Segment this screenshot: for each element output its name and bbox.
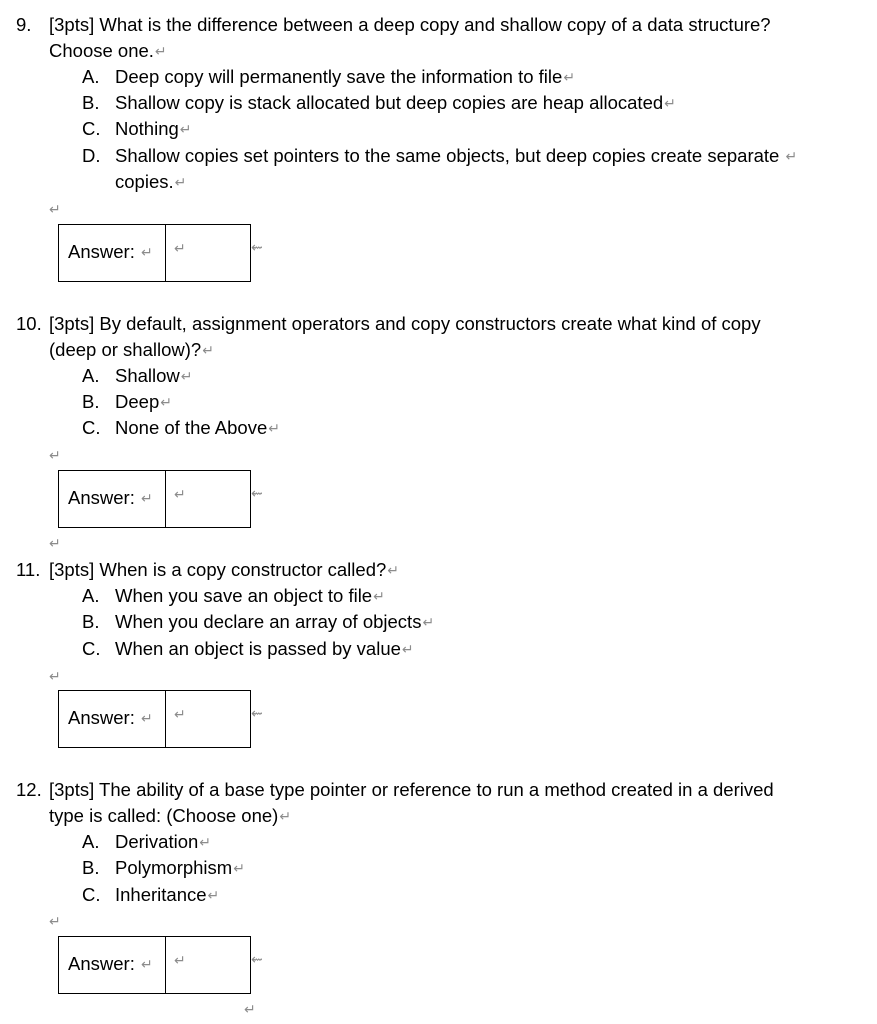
row-end-mark-icon: ⇜ bbox=[251, 239, 263, 255]
paragraph-mark-icon: ↵ bbox=[174, 706, 186, 722]
answer-label: Answer: bbox=[68, 241, 135, 262]
question-9-option-d bbox=[82, 143, 798, 169]
question-10-option-a bbox=[82, 363, 193, 389]
paragraph-mark-icon: ↵ bbox=[49, 913, 61, 929]
paragraph-mark-icon: ↵ bbox=[179, 121, 192, 137]
question-9-option-b bbox=[82, 90, 676, 116]
option-text: Nothing bbox=[115, 118, 179, 139]
paragraph-mark-icon: ↵ bbox=[174, 486, 186, 502]
paragraph-mark-icon: ↵ bbox=[140, 710, 153, 726]
option-text: Inheritance bbox=[115, 884, 207, 905]
question-10-option-b bbox=[82, 389, 172, 415]
question-number: 12. bbox=[16, 779, 42, 800]
question-11-answer-table bbox=[58, 690, 251, 748]
question-stem-text: [3pts] The ability of a base type pointer or reference to run a method created in a derived bbox=[49, 779, 774, 800]
option-letter: B. bbox=[82, 611, 100, 632]
question-10-stem-line-2 bbox=[49, 337, 214, 363]
question-9-option-a bbox=[82, 64, 576, 90]
question-stem-text: [3pts] What is the difference between a deep copy and shallow copy of a data structure? bbox=[49, 14, 771, 35]
option-text: Shallow copy is stack allocated but deep copies are heap allocated bbox=[115, 92, 664, 113]
row-end-mark-icon: ⇜ bbox=[251, 951, 263, 967]
question-stem-text: (deep or shallow)? bbox=[49, 339, 202, 360]
option-text: Deep copy will permanently save the information to file bbox=[115, 66, 563, 87]
question-12-answer-table bbox=[58, 936, 251, 994]
paragraph-mark-icon: ↵ bbox=[174, 174, 187, 190]
paragraph-mark-icon: ↵ bbox=[785, 148, 798, 164]
question-stem-text: [3pts] By default, assignment operators and copy constructors create what kind of copy bbox=[49, 313, 761, 334]
question-11-option-c bbox=[82, 636, 414, 662]
option-text: Polymorphism bbox=[115, 857, 233, 878]
answer-input-cell[interactable] bbox=[166, 937, 249, 993]
option-text: Shallow bbox=[115, 365, 180, 386]
question-10-option-c bbox=[82, 415, 280, 441]
question-9-stem-line-2 bbox=[49, 38, 167, 64]
question-12-stem-line-2 bbox=[49, 803, 291, 829]
paragraph-mark-icon: ↵ bbox=[140, 956, 153, 972]
paragraph-mark-icon: ↵ bbox=[49, 535, 61, 551]
option-letter: C. bbox=[82, 884, 101, 905]
paragraph-mark-icon: ↵ bbox=[233, 860, 245, 876]
paragraph-mark-icon: ↵ bbox=[49, 668, 61, 684]
question-number: 10. bbox=[16, 313, 42, 334]
paragraph-mark-icon: ↵ bbox=[199, 834, 212, 850]
question-10-stem-line-1 bbox=[16, 311, 761, 337]
question-9-option-c bbox=[82, 116, 192, 142]
paragraph-mark-icon: ↵ bbox=[140, 490, 153, 506]
option-text: Derivation bbox=[115, 831, 199, 852]
question-number: 9. bbox=[16, 14, 32, 35]
row-end-mark-icon: ⇜ bbox=[251, 705, 263, 721]
option-letter: C. bbox=[82, 417, 101, 438]
paragraph-mark-icon: ↵ bbox=[154, 43, 167, 59]
question-11-stem-line-1 bbox=[16, 557, 400, 583]
paragraph-mark-icon: ↵ bbox=[387, 562, 400, 578]
question-11-option-b bbox=[82, 609, 435, 635]
question-stem-text: type is called: (Choose one) bbox=[49, 805, 279, 826]
option-letter: B. bbox=[82, 391, 100, 412]
answer-input-cell[interactable] bbox=[166, 225, 249, 281]
option-text: When an object is passed by value bbox=[115, 638, 401, 659]
option-text: Deep bbox=[115, 391, 160, 412]
question-12-stem-line-1 bbox=[16, 777, 774, 803]
option-letter: D. bbox=[82, 145, 101, 166]
option-letter: C. bbox=[82, 638, 101, 659]
question-12-option-c bbox=[82, 882, 220, 908]
answer-label: Answer: bbox=[68, 707, 135, 728]
question-11-option-a bbox=[82, 583, 385, 609]
option-letter: B. bbox=[82, 92, 100, 113]
paragraph-mark-icon: ↵ bbox=[279, 808, 292, 824]
question-9-stem-line-1 bbox=[16, 12, 771, 38]
paragraph-mark-icon: ↵ bbox=[180, 368, 193, 384]
option-letter: B. bbox=[82, 857, 100, 878]
option-letter: A. bbox=[82, 831, 100, 852]
answer-label-cell bbox=[59, 937, 166, 993]
paragraph-mark-icon: ↵ bbox=[174, 952, 186, 968]
paragraph-mark-icon: ↵ bbox=[268, 420, 280, 436]
question-stem-text: [3pts] When is a copy constructor called? bbox=[49, 559, 387, 580]
option-text: When you save an object to file bbox=[115, 585, 373, 606]
answer-label-cell bbox=[59, 691, 166, 747]
question-10-answer-table bbox=[58, 470, 251, 528]
question-12-option-b bbox=[82, 855, 245, 881]
paragraph-mark-icon: ↵ bbox=[664, 95, 676, 111]
paragraph-mark-icon: ↵ bbox=[422, 614, 435, 630]
answer-label: Answer: bbox=[68, 953, 135, 974]
paragraph-mark-icon: ↵ bbox=[49, 447, 61, 463]
question-12-option-a bbox=[82, 829, 212, 855]
answer-input-cell[interactable] bbox=[166, 691, 249, 747]
question-number: 11. bbox=[16, 559, 41, 580]
paragraph-mark-icon: ↵ bbox=[401, 641, 414, 657]
paragraph-mark-icon: ↵ bbox=[160, 394, 172, 410]
option-text: Shallow copies set pointers to the same objects, but deep copies create separate bbox=[115, 145, 780, 166]
option-text: copies. bbox=[115, 171, 174, 192]
question-stem-text: Choose one. bbox=[49, 40, 154, 61]
paragraph-mark-icon: ↵ bbox=[140, 244, 153, 260]
paragraph-mark-icon: ↵ bbox=[563, 69, 576, 85]
paragraph-mark-icon: ↵ bbox=[202, 342, 214, 358]
paragraph-mark-icon: ↵ bbox=[244, 1001, 256, 1017]
option-letter: A. bbox=[82, 66, 100, 87]
paragraph-mark-icon: ↵ bbox=[49, 201, 61, 217]
row-end-mark-icon: ⇜ bbox=[251, 485, 263, 501]
question-9-answer-table bbox=[58, 224, 251, 282]
paragraph-mark-icon: ↵ bbox=[174, 240, 186, 256]
option-letter: A. bbox=[82, 585, 100, 606]
paragraph-mark-icon: ↵ bbox=[207, 887, 220, 903]
option-text: When you declare an array of objects bbox=[115, 611, 422, 632]
option-text: None of the Above bbox=[115, 417, 268, 438]
answer-label: Answer: bbox=[68, 487, 135, 508]
answer-label-cell bbox=[59, 471, 166, 527]
answer-label-cell bbox=[59, 225, 166, 281]
option-letter: C. bbox=[82, 118, 101, 139]
answer-input-cell[interactable] bbox=[166, 471, 249, 527]
question-9-option-d-line-2 bbox=[115, 169, 186, 195]
paragraph-mark-icon: ↵ bbox=[373, 588, 385, 604]
option-letter: A. bbox=[82, 365, 100, 386]
